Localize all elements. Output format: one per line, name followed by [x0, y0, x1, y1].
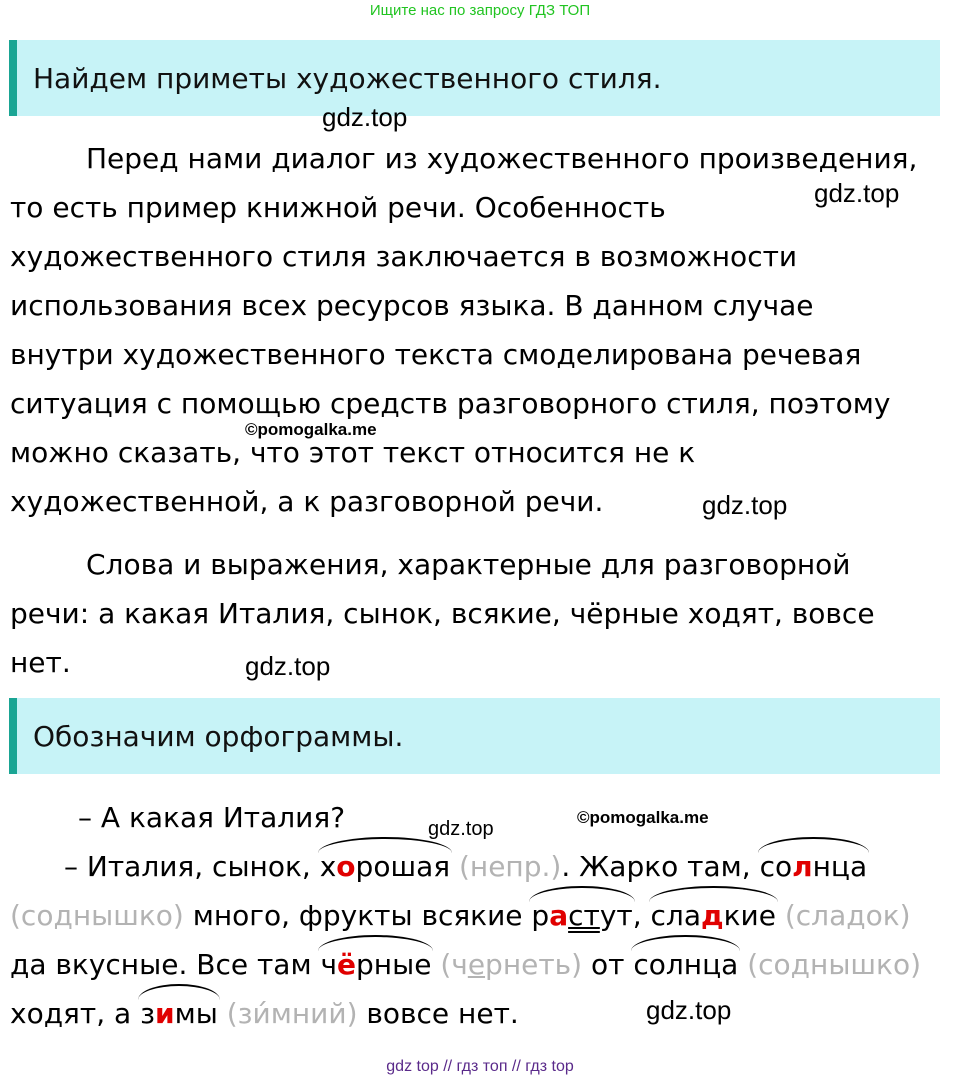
- watermark-pomogalka: ©pomogalka.me: [245, 420, 377, 439]
- text-line: внутри художественного текста смоделирована речевая: [10, 338, 862, 371]
- dialogue-line: – А какая Италия?: [78, 801, 346, 834]
- watermark-gdz: gdz.top: [322, 102, 408, 132]
- text-fragment: от: [582, 948, 634, 981]
- text-fragment: ,: [632, 899, 651, 932]
- text-line: использования всех ресурсов языка. В данном случае: [10, 289, 814, 322]
- text-line: нет.: [10, 646, 71, 679]
- watermark-gdz: gdz.top: [245, 651, 331, 681]
- orthogram-letter: д: [700, 899, 724, 932]
- dialogue-line: [10, 989, 945, 1038]
- text-line: то есть пример книжной речи. Особенность: [10, 191, 666, 224]
- top-banner[interactable]: Ищите нас по запросу ГДЗ ТОП: [369, 2, 591, 19]
- orthogram-cluster: ст: [568, 899, 600, 932]
- orthogram-letter: а: [549, 899, 569, 932]
- watermark-gdz: gdz.top: [814, 178, 900, 208]
- marked-word: сладкие: [651, 891, 776, 940]
- marked-word: хорошая: [320, 842, 450, 891]
- watermark-gdz: gdz.top: [428, 818, 494, 840]
- hint-text: (соднышко): [10, 899, 184, 932]
- section-heading-style: [9, 40, 940, 116]
- text-line: Слова и выражения, характерные для разговорной: [86, 548, 851, 581]
- marked-word: солнца: [633, 940, 738, 989]
- text-fragment: ходят, а: [10, 997, 141, 1030]
- hint-text: (зимний): [217, 997, 358, 1030]
- text-fragment: вовсе нет.: [357, 997, 519, 1030]
- text-fragment: – Италия, сынок,: [64, 850, 320, 883]
- hint-text: (непр.): [450, 850, 562, 883]
- watermark-gdz: gdz.top: [646, 995, 732, 1025]
- section-heading-orthograms: [9, 698, 940, 774]
- text-fragment: . Жарко там,: [561, 850, 760, 883]
- text-line: Перед нами диалог из художественного произведения,: [86, 142, 918, 175]
- hint-text: (сладок): [775, 899, 911, 932]
- dialogue-line: [10, 891, 945, 940]
- text-fragment: да вкусные. Все там: [10, 948, 321, 981]
- orthogram-letter: и: [154, 997, 175, 1030]
- hint-text: (чернеть): [431, 948, 583, 981]
- text-line: речи: а какая Италия, сынок, всякие, чёрные ходят, вовсе: [10, 597, 875, 630]
- orthogram-letter: ё: [337, 948, 357, 981]
- text-line: ситуация с помощью средств разговорного стиля, поэтому: [10, 387, 891, 420]
- orthogram-letter: о: [336, 850, 356, 883]
- marked-word: зимы: [140, 989, 218, 1038]
- text-line: можно сказать, что этот текст относится не к: [10, 436, 696, 469]
- paragraph-analysis: [10, 134, 945, 526]
- paragraph-colloquial: [10, 540, 945, 687]
- dialogue-line: [10, 842, 945, 891]
- text-fragment: много, фрукты всякие: [183, 899, 532, 932]
- hint-text: (соднышко): [738, 948, 922, 981]
- dialogue-line: [10, 940, 945, 989]
- section-heading-text: Обозначим орфограммы.: [33, 719, 404, 753]
- watermark-gdz: gdz.top: [702, 490, 788, 520]
- watermark-pomogalka: ©pomogalka.me: [577, 808, 709, 827]
- marked-word: растут: [531, 891, 632, 940]
- bottom-banner[interactable]: gdz top // гдз топ // гдз top: [386, 1058, 574, 1075]
- text-line: художественной, а к разговорной речи.: [10, 485, 604, 518]
- marked-word: солнца: [760, 842, 868, 891]
- marked-word: чёрные: [320, 940, 431, 989]
- orthogram-letter: л: [792, 850, 813, 883]
- section-heading-text: Найдем приметы художественного стиля.: [33, 61, 662, 95]
- text-line: художественного стиля заключается в возможности: [10, 240, 798, 273]
